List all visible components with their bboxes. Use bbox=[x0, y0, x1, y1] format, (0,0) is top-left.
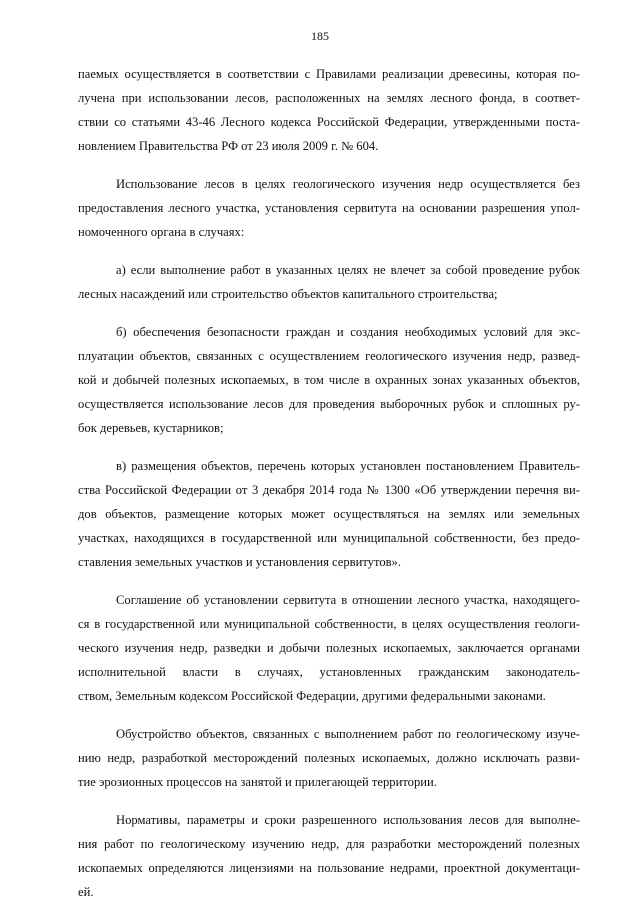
paragraph bbox=[78, 454, 580, 574]
paragraph bbox=[78, 320, 580, 440]
text-line: а) если выполнение работ в указанных целях не влечет за собой проведение рубок bbox=[116, 263, 580, 277]
paragraph bbox=[78, 172, 580, 244]
text-line: ством, Земельным кодексом Российской Федерации, другими федеральными законами. bbox=[78, 689, 546, 703]
text-line: участках, находящихся в государственной или муниципальной собственности, без предо- bbox=[78, 531, 580, 545]
text-line: ставления земельных участков и установления сервитутов». bbox=[78, 555, 402, 569]
text-line: ся в государственной или муниципальной собственности, в целях осуществления геологи- bbox=[78, 617, 580, 631]
text-line: ства Российской Федерации от 3 декабря 2014 года № 1300 «Об утверждении перечня ви- bbox=[78, 483, 580, 497]
text-line: ей. bbox=[78, 885, 94, 899]
text-line: ископаемых определяются лицензиями на пользование недрами, проектной документаци- bbox=[78, 861, 580, 875]
paragraph bbox=[78, 258, 580, 306]
text-line: лучена при использовании лесов, расположенных на землях лесного фонда, в соответ- bbox=[78, 91, 580, 105]
text-line: номоченного органа в случаях: bbox=[78, 225, 245, 239]
text-line: лесных насаждений или строительство объектов капитального строительства; bbox=[78, 287, 498, 301]
text-line: ствии со статьями 43-46 Лесного кодекса Российской Федерации, утвержденными поста- bbox=[78, 115, 580, 129]
text-line: дов объектов, размещение которых может осуществляться на землях или земельных bbox=[78, 507, 580, 521]
text-line: кой и добычей полезных ископаемых, в том числе в охранных зонах указанных объектов, bbox=[78, 373, 580, 387]
text-line: новлением Правительства РФ от 23 июля 2009 г. № 604. bbox=[78, 139, 379, 153]
paragraph bbox=[78, 722, 580, 794]
text-line: плуатации объектов, связанных с осуществлением геологического изучения недр, развед- bbox=[78, 349, 580, 363]
document-body bbox=[78, 62, 580, 918]
text-line: паемых осуществляется в соответствии с Правилами реализации древесины, которая по- bbox=[78, 67, 580, 81]
text-line: тие эрозионных процессов на занятой и прилегающей территории. bbox=[78, 775, 437, 789]
text-line: ния работ по геологическому изучению недр, для разработки месторождений полезных bbox=[78, 837, 580, 851]
text-line: Обустройство объектов, связанных с выполнением работ по геологическому изуче- bbox=[116, 727, 580, 741]
paragraph bbox=[78, 588, 580, 708]
text-line: Соглашение об установлении сервитута в отношении лесного участка, находящего- bbox=[116, 593, 580, 607]
text-line: Использование лесов в целях геологического изучения недр осуществляется без bbox=[116, 177, 580, 191]
text-line: нию недр, разработкой месторождений полезных ископаемых, должно исключать разви- bbox=[78, 751, 580, 765]
text-line: предоставления лесного участка, установления сервитута на основании разрешения упол- bbox=[78, 201, 580, 215]
text-line: ческого изучения недр, разведки и добычи полезных ископаемых, заключается органами bbox=[78, 641, 580, 655]
text-line: осуществляется использование лесов для проведения выборочных рубок и сплошных ру- bbox=[78, 397, 580, 411]
paragraph bbox=[78, 808, 580, 904]
text-line: в) размещения объектов, перечень которых установлен постановлением Правитель- bbox=[116, 459, 580, 473]
text-line: Нормативы, параметры и сроки разрешенного использования лесов для выполне- bbox=[116, 813, 580, 827]
text-line: б) обеспечения безопасности граждан и создания необходимых условий для экс- bbox=[116, 325, 580, 339]
page-number: 185 bbox=[311, 29, 329, 43]
paragraph bbox=[78, 62, 580, 158]
text-line: бок деревьев, кустарников; bbox=[78, 421, 224, 435]
text-line: исполнительной власти в случаях, установленных гражданским законодатель- bbox=[78, 665, 580, 679]
